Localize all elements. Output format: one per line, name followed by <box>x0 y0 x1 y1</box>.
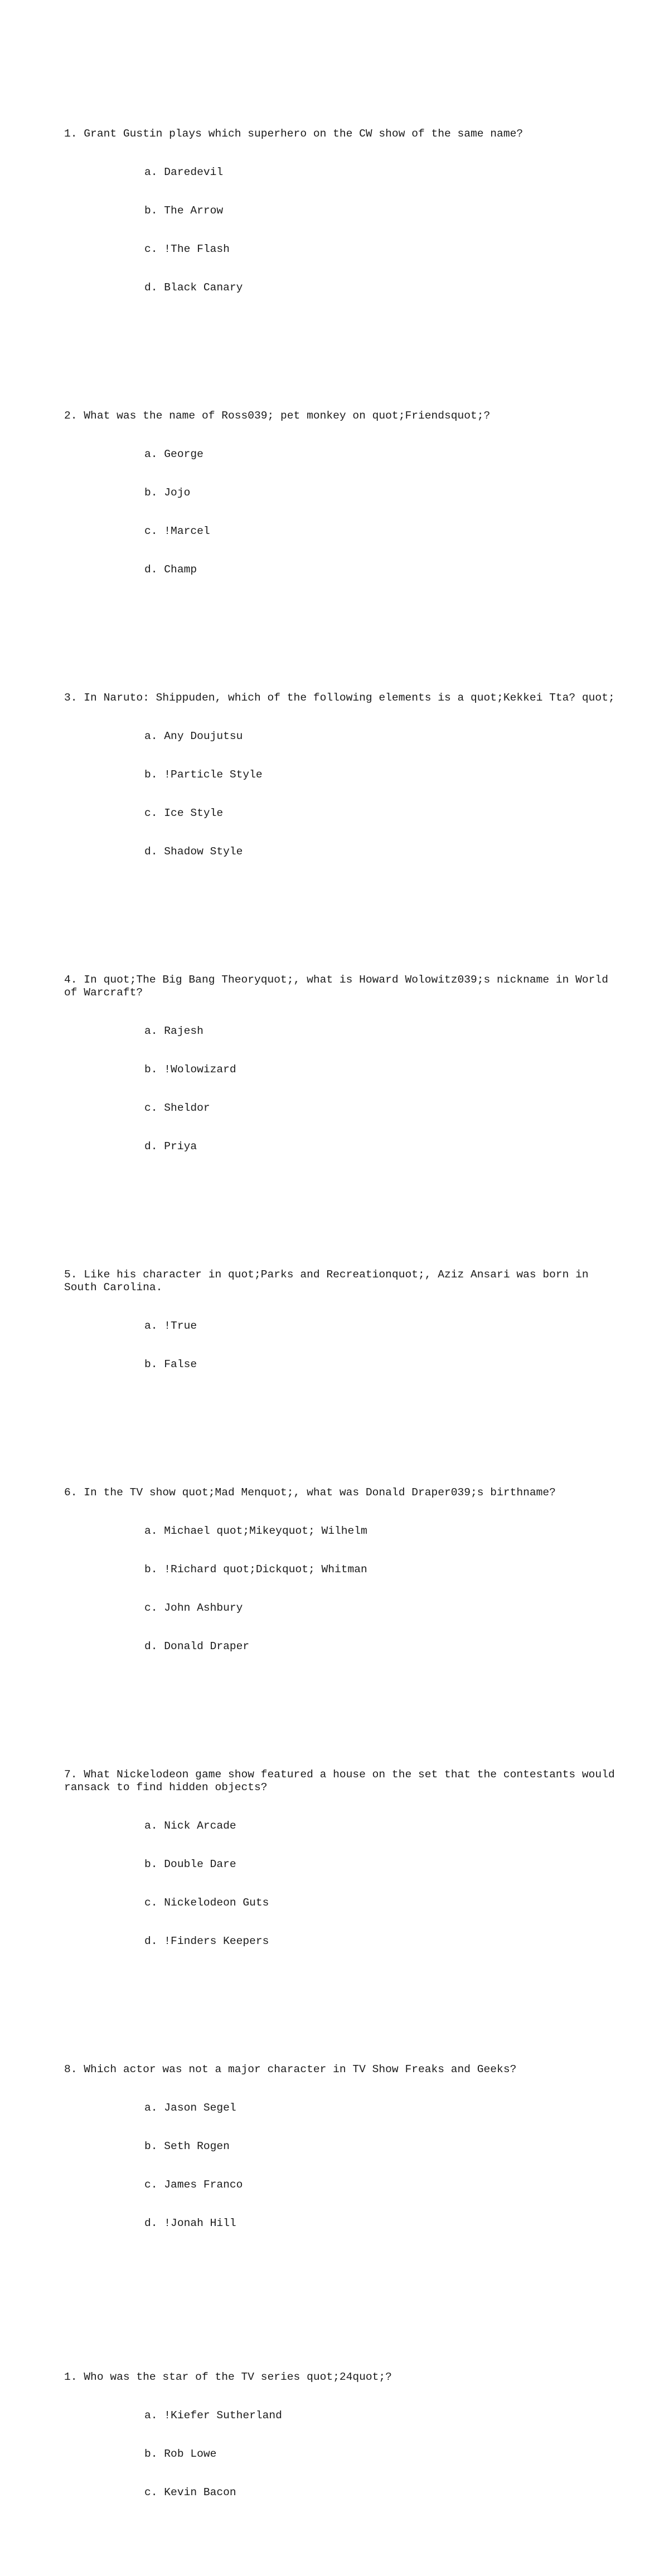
option-text: Michael quot;Mikeyquot; Wilhelm <box>164 1525 367 1537</box>
question-body: Like his character in quot;Parks and Recreationquot;, Aziz Ansari was born in South Carolina. <box>64 1268 595 1294</box>
question-body: What was the name of Ross039; pet monkey on quot;Friendsquot;? <box>84 410 491 422</box>
answer-option <box>64 2217 627 2230</box>
option-text: James Franco <box>164 2179 243 2191</box>
option-text: !Wolowizard <box>164 1063 236 1076</box>
option-letter: a. <box>144 2102 158 2114</box>
question-number: 2. <box>64 410 77 422</box>
question-text <box>64 128 627 140</box>
option-letter: d. <box>144 845 158 858</box>
question-number: 3. <box>64 692 77 704</box>
option-text: Shadow Style <box>164 845 243 858</box>
question-block <box>64 666 627 884</box>
option-text: Daredevil <box>164 166 224 178</box>
answer-option <box>64 487 627 499</box>
question-body: In Naruto: Shippuden, which of the following elements is a quot;Kekkei Tta? quot; <box>84 692 615 704</box>
answer-option <box>64 1140 627 1153</box>
question-block <box>64 2345 627 2525</box>
answer-option <box>64 243 627 256</box>
option-text: Jojo <box>164 487 191 499</box>
option-letter: c. <box>144 1897 158 1909</box>
option-letter: b. <box>144 487 158 499</box>
answer-option <box>64 2179 627 2191</box>
answer-option <box>64 1525 627 1538</box>
option-text: !True <box>164 1320 197 1332</box>
option-letter: d. <box>144 1935 158 1947</box>
question-body: Grant Gustin plays which superhero on the CW show of the same name? <box>84 128 523 140</box>
option-letter: b. <box>144 205 158 217</box>
option-text: Double Dare <box>164 1858 236 1870</box>
option-text: Priya <box>164 1140 197 1153</box>
option-letter: d. <box>144 281 158 294</box>
answer-option <box>64 730 627 743</box>
option-letter: b. <box>144 1858 158 1870</box>
answer-option <box>64 563 627 576</box>
option-text: Rajesh <box>164 1025 203 1037</box>
option-text: !Kiefer Sutherland <box>164 2409 282 2422</box>
answer-option <box>64 1602 627 1615</box>
option-text: Champ <box>164 563 197 576</box>
option-text: !Richard quot;Dickquot; Whitman <box>164 1563 367 1576</box>
option-text: John Ashbury <box>164 1602 243 1614</box>
option-letter: b. <box>144 1063 158 1076</box>
question-block <box>64 384 627 602</box>
option-letter: a. <box>144 1025 158 1037</box>
question-text <box>64 2063 627 2076</box>
question-body: In the TV show quot;Mad Menquot;, what was Donald Draper039;s birthname? <box>84 1486 556 1499</box>
option-text: Nickelodeon Guts <box>164 1897 269 1909</box>
answer-option <box>64 1897 627 1909</box>
option-letter: c. <box>144 525 158 537</box>
question-block <box>64 102 627 320</box>
option-letter: b. <box>144 2448 158 2460</box>
option-text: The Arrow <box>164 205 224 217</box>
question-block <box>64 2038 627 2256</box>
answer-option <box>64 769 627 781</box>
answer-option <box>64 1025 627 1038</box>
option-text: !Jonah Hill <box>164 2217 236 2229</box>
option-text: Jason Segel <box>164 2102 236 2114</box>
answer-option <box>64 1640 627 1653</box>
option-text: Sheldor <box>164 1102 210 1114</box>
answer-option <box>64 1858 627 1871</box>
answer-option <box>64 2486 627 2499</box>
option-letter: a. <box>144 166 158 178</box>
answer-option <box>64 2102 627 2115</box>
option-letter: c. <box>144 807 158 819</box>
question-number: 6. <box>64 1486 77 1499</box>
option-text: Black Canary <box>164 281 243 294</box>
option-text: Donald Draper <box>164 1640 250 1652</box>
option-letter: d. <box>144 1140 158 1153</box>
option-letter: a. <box>144 1320 158 1332</box>
answer-option <box>64 1320 627 1333</box>
option-text: False <box>164 1358 197 1370</box>
question-text <box>64 2371 627 2384</box>
question-number: 5. <box>64 1268 77 1281</box>
question-block <box>64 948 627 1179</box>
option-text: Nick Arcade <box>164 1820 236 1832</box>
option-letter: c. <box>144 2179 158 2191</box>
question-body: In quot;The Big Bang Theoryquot;, what is Howard Wolowitz039;s nickname in World of Warcraft? <box>64 974 615 999</box>
question-body: What Nickelodeon game show featured a house on the set that the contestants would ransack to find hidden objects? <box>64 1768 622 1794</box>
question-number: 4. <box>64 974 77 986</box>
question-number: 8. <box>64 2063 77 2076</box>
question-number: 1. <box>64 128 77 140</box>
answer-option <box>64 1102 627 1115</box>
option-text: Kevin Bacon <box>164 2486 236 2499</box>
option-letter: c. <box>144 2486 158 2499</box>
question-block <box>64 1461 627 1679</box>
answer-option <box>64 1063 627 1076</box>
option-letter: d. <box>144 563 158 576</box>
question-text <box>64 1768 627 1794</box>
question-text <box>64 1268 627 1294</box>
option-letter: b. <box>144 1563 158 1576</box>
option-letter: b. <box>144 2140 158 2152</box>
option-letter: d. <box>144 1640 158 1652</box>
option-text: George <box>164 448 203 460</box>
question-text <box>64 974 627 999</box>
option-letter: b. <box>144 769 158 781</box>
answer-option <box>64 2448 627 2461</box>
question-text <box>64 692 627 704</box>
option-letter: d. <box>144 2217 158 2229</box>
answer-option <box>64 807 627 820</box>
answer-option <box>64 1358 627 1371</box>
answer-option <box>64 525 627 538</box>
answer-option <box>64 205 627 217</box>
answer-option <box>64 1935 627 1948</box>
option-letter: a. <box>144 1820 158 1832</box>
question-block <box>64 1243 627 1397</box>
answer-option <box>64 845 627 858</box>
option-letter: c. <box>144 1102 158 1114</box>
option-letter: c. <box>144 243 158 255</box>
option-letter: b. <box>144 1358 158 1370</box>
quiz-document <box>64 64 627 2576</box>
option-text: !The Flash <box>164 243 230 255</box>
answer-option <box>64 2140 627 2153</box>
option-text: !Particle Style <box>164 769 263 781</box>
answer-option <box>64 1563 627 1576</box>
option-text: Rob Lowe <box>164 2448 217 2460</box>
option-text: Ice Style <box>164 807 224 819</box>
option-text: !Marcel <box>164 525 210 537</box>
option-text: Any Doujutsu <box>164 730 243 742</box>
question-text <box>64 1486 627 1499</box>
option-text: !Finders Keepers <box>164 1935 269 1947</box>
answer-option <box>64 166 627 179</box>
option-letter: a. <box>144 730 158 742</box>
option-letter: c. <box>144 1602 158 1614</box>
question-number: 7. <box>64 1768 77 1781</box>
option-letter: a. <box>144 1525 158 1537</box>
question-number: 1. <box>64 2371 77 2383</box>
answer-option <box>64 1820 627 1833</box>
option-letter: a. <box>144 2409 158 2422</box>
option-letter: a. <box>144 448 158 460</box>
question-text <box>64 410 627 422</box>
question-block <box>64 1743 627 1974</box>
question-body: Which actor was not a major character in TV Show Freaks and Geeks? <box>84 2063 517 2076</box>
option-text: Seth Rogen <box>164 2140 230 2152</box>
answer-option <box>64 2409 627 2422</box>
question-body: Who was the star of the TV series quot;24quot;? <box>84 2371 392 2383</box>
answer-option <box>64 448 627 461</box>
answer-option <box>64 281 627 294</box>
